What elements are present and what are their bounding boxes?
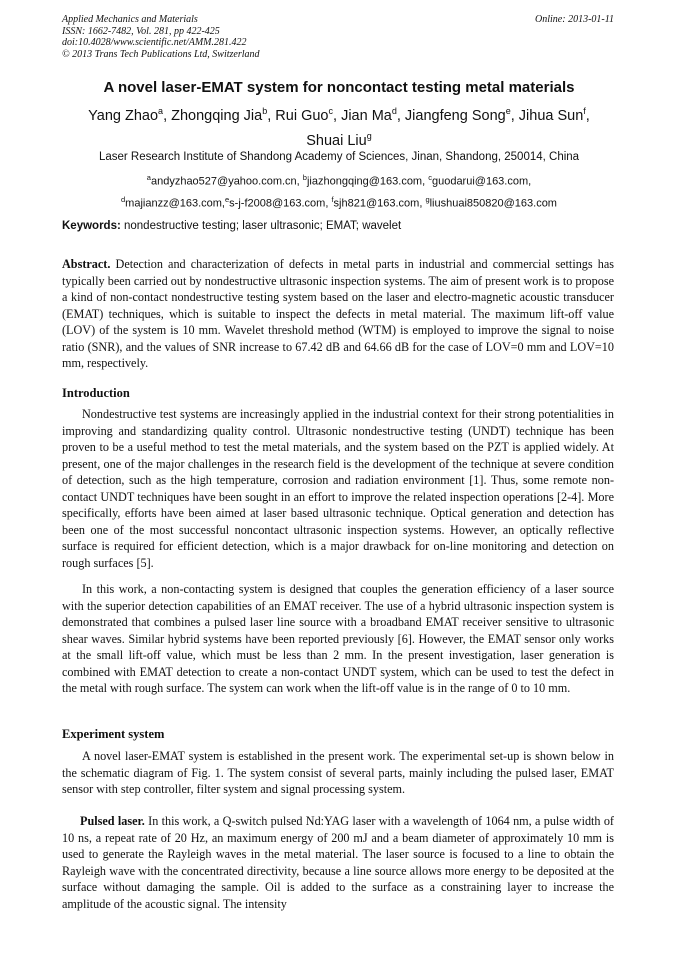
author-sup: e (505, 106, 511, 116)
doi-line: doi:10.4028/www.scientific.net/AMM.281.422 (62, 37, 247, 48)
author-sup: f (583, 106, 586, 116)
abstract-text: Detection and characterization of defects in metal parts in industrial and commercial settings has typically been carried out by nondestructive ultrasonic inspection systems. The aim of present work is to propose a kind of non-contact nondestructive testing system based on the laser and electro-magnetic acoustic transducer (EMAT) techniques, which is suitable to inspect the defects in metal material. The maximum lift-off value (LOV) of the system is 10 mm. Wavelet threshold method (WTM) is employed to improve the signal to noise ratio (SNR), and the values of SNR increase to 67.42 dB and 64.66 dB for the case of LOV=0 mm and LOV=10 mm, respectively. (62, 257, 615, 370)
pulsed-laser-text: In this work, a Q-switch pulsed Nd:YAG laser with a wavelength of 1064 nm, a pulse width of 10 ns, a repeat rate of 20 Hz, an maximum energy of 200 mJ and a beam diameter of approximately 10 mm is used to generate the Rayleigh waves in the metal material. The laser source is focused to a line to obtain the Rayleigh wave with the concentrated directivity, because a line source allows more energy to be deposited at the surface without damaging the sample. Oil is added to the surface as a constraining layer to increase the amplitude of the acoustic signal. The intensity (62, 814, 614, 911)
issn-line: ISSN: 1662-7482, Vol. 281, pp 422-425 (62, 25, 220, 37)
intro-paragraph-2: In this work, a non-contacting system is designed that couples the generation efficiency of a laser source with the superior detection capabilities of an EMAT receiver. The use of a hybrid ultrasonic inspection system is demonstrated that combines a pulsed laser line source with a broadband EMAT receiver sensitive to ultrasonic shear waves. Similar hybrid systems have been reported previously [6]. However, the EMAT sensor only works at the small lift-off value, which must be less than 2 mm. In the present investigation, laser generation is combined with EMAT detection to create a non-contact UNDT system, which can be used to test the defect in the metal with rough surface. The system can work when the lift-off value is in the range of 0 to 10 mm. (62, 582, 614, 695)
email-link[interactable]: guodarui@163.com, (431, 175, 532, 188)
email-link[interactable]: jiazhongqing@163.com, (306, 175, 426, 188)
email-link[interactable]: andyzhao527@yahoo.com.cn, (150, 175, 300, 188)
author: Shuai Liu (306, 132, 367, 149)
author: Jihua Sun (518, 107, 584, 124)
author-sup: c (328, 106, 333, 116)
keywords (62, 220, 401, 232)
author: Jian Ma (341, 107, 392, 124)
author-list: Yang Zhao$^a$, Zhongqing Jia$^b$, Rui Guo$^c$, Jian Ma$^d$, Jiangfeng Song$^e$, Jihua Sun$^f$, Shuai Liu$^g$ (88, 106, 590, 149)
section-heading-experiment: Experiment system (62, 727, 165, 741)
online-date: Online: 2013-01-11 (535, 14, 614, 25)
paper-title: A novel laser-EMAT system for noncontact testing metal materials (103, 79, 575, 96)
experiment-paragraph-2 (62, 813, 614, 912)
email-list: $^a$andyzhao527@yahoo.com.cn, $^b$jiazhongqing@163.com, $^c$guodarui@163.com, $^d$majianzz@163.com,$^e$s-j-f2008@163.com, $^f$sjh821@163.com, $^g$liushuai850820@163.com (121, 173, 557, 210)
keywords-label: Keywords: (62, 220, 121, 232)
keywords-text: nondestructive testing; laser ultrasonic; EMAT; wavelet (124, 220, 402, 232)
intro-paragraph-1: Nondestructive test systems are increasingly applied in the industrial context for their strong potentialities in improving and standardizing quality control. Ultrasonic nondestructive testing (UNDT) technique has been proven to be a useful method to test the metal materials, and the system based on the PZT is applied widely. At present, one of the major challenges in the research field is the development of the technique at severe condition of detection, such as the high temperature, corrosion and radiation environment [1]. Thus, some remote non-contact UNDT techniques have been sought in an effort to improve the related inspection operations [2-4]. More specifically, efforts have been aimed at laser based ultrasonic technique. Optical generation and detection has been one of the most successful noncontact ultrasonic inspection systems. However, an optically reflective surface is required for efficient detection, which is a major drawback for on-line monitoring and detection on rough surfaces [5]. (62, 407, 614, 570)
copyright-line: © 2013 Trans Tech Publications Ltd, Switzerland (62, 48, 260, 60)
affiliation: Laser Research Institute of Shandong Academy of Sciences, Jinan, Shandong, 250014, China (98, 151, 580, 163)
author: Yang Zhao (88, 107, 159, 124)
email-link[interactable]: majianzz@163.com, (125, 197, 225, 210)
author: Rui Guo (275, 107, 329, 124)
pulsed-laser-label: Pulsed laser. (80, 814, 145, 828)
author-sup: b (262, 106, 268, 116)
author-sup: d (391, 106, 397, 116)
email-link[interactable]: liushuai850820@163.com (429, 197, 557, 210)
author-sup: a (158, 106, 164, 116)
email-link[interactable]: sjh821@163.com, (333, 197, 423, 210)
author: Zhongqing Jia (171, 107, 263, 124)
abstract (62, 256, 614, 372)
abstract-label: Abstract. (62, 257, 111, 271)
journal-name: Applied Mechanics and Materials (62, 14, 198, 25)
section-heading-introduction: Introduction (62, 386, 130, 400)
email-link[interactable]: s-j-f2008@163.com, (229, 197, 329, 210)
experiment-paragraph-1: A novel laser-EMAT system is established in the present work. The experimental set-up is shown below in the schematic diagram of Fig. 1. The system consist of several parts, mainly including the pulsed laser, EMAT sensor with step controller, filter system and signal processing system. (62, 749, 614, 796)
author: Jiangfeng Song (404, 107, 506, 124)
author-sup: g (366, 130, 372, 141)
